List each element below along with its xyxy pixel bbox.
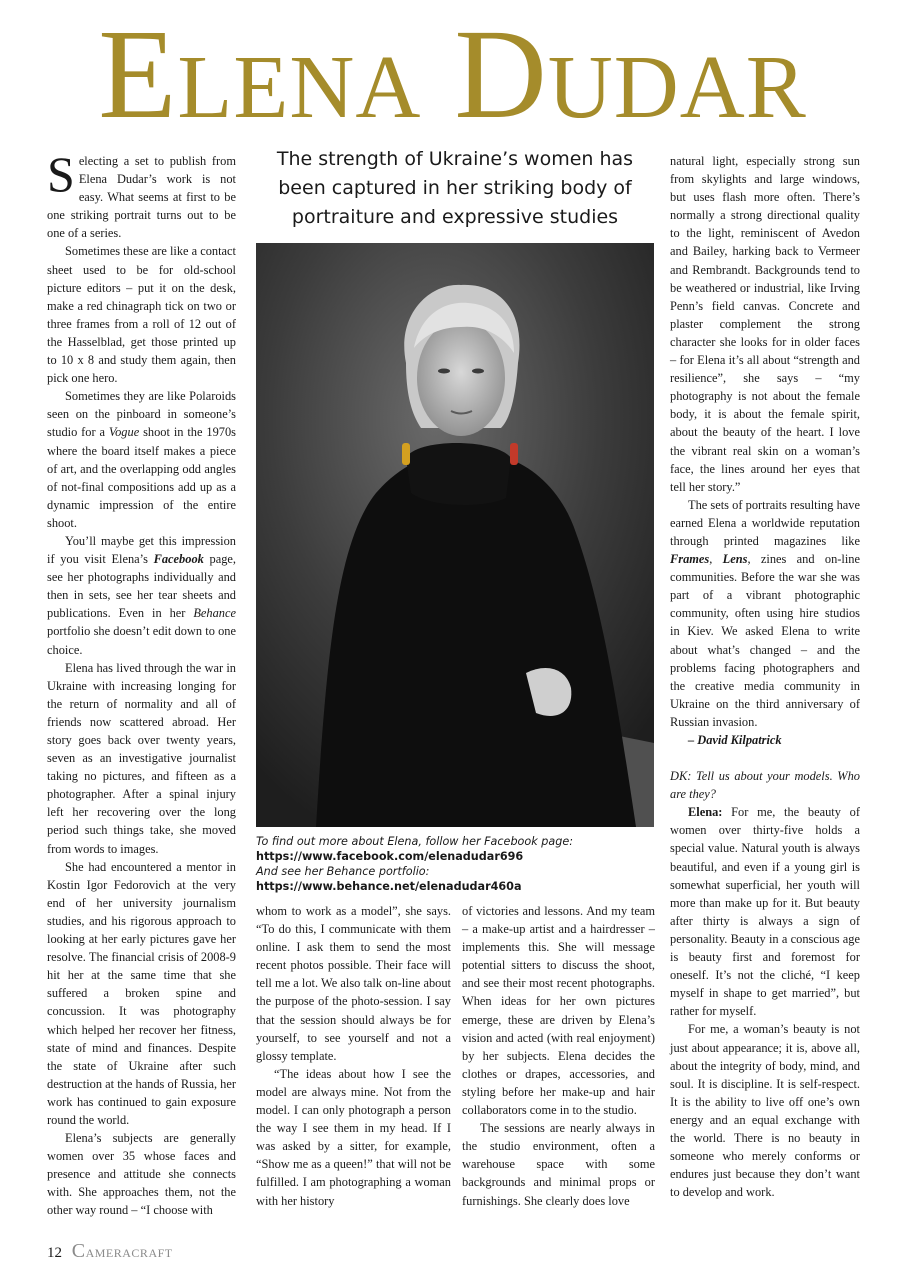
paragraph: For me, a woman’s beauty is not just about appearance; it is, above all, about the integrity of body, mind, and soul. It is discipline. It is self-respect. It is the ability to live off one’s own energy and an equal exchange with the world. There is no beauty in someone who merely conforms or endures just because they don’t want to develop and work. xyxy=(670,1022,860,1200)
magazine-title: Frames xyxy=(670,552,710,567)
paragraph-text: portfolio she doesn’t edit down to one choice. xyxy=(47,624,236,657)
paragraph-text: shoot in the 1970s where the board itself makes a piece of art, and the overlapping odd angles of not-final compositions add up as a dynamic impression of the entire shoot. xyxy=(47,425,236,530)
paragraph-text: , zines and on-line communities. Before the war she was part of a vibrant photographic community, often using hire studios in Kiev. We asked Elena to write about what’s changed – and the problems facing photographers and the creative media community in Ukraine on the third anniversary of Russian invasion. xyxy=(670,552,860,729)
article-column-3 xyxy=(462,902,655,1210)
caption-line: And see her Behance portfolio: xyxy=(256,865,430,878)
paragraph-text: For me, the beauty of women over thirty-five holds a special value. Natural youth is always beautiful, and even if a young girl is somewhat superficial, her youth will more than make up for it. But beauty after thirty is always a sign of personality. Beauty in a conscious age is beauty first and foremost for oneself. It’s not the cliché, “I keep myself in shape to get married”, but rather for myself. xyxy=(670,805,860,1019)
logo-initial: C xyxy=(71,1240,86,1262)
photo-caption xyxy=(256,834,656,894)
speaker-label: Elena: xyxy=(688,805,723,820)
article-column-1 xyxy=(47,146,236,1220)
paragraph: Sometimes these are like a contact sheet used to be for old-school picture editors – put it on the desk, make a red chinagraph tick on two or three frames from a roll of 12 out of the Hasselblad, get those printed up to 10 x 8 and study them again, then pick one hero. xyxy=(47,244,236,386)
paragraph-text: Sometimes they are like Polaroids seen on the pinboard in someone’s studio for a xyxy=(47,389,236,440)
paragraph-text: page, see her photographs individually and then in sets, see her tear sheets and publications. Even in her xyxy=(47,552,236,621)
paragraph: Elena has lived through the war in Ukraine with increasing longing for the return of normality and all of friends now scattered abroad. Her story goes back over twenty years, seven as an investigative journalist taking no pictures, and fifteen as a photographer. After a spinal injury left her recovering over the long period such things take, she moved from words to images. xyxy=(47,660,236,856)
behance-link[interactable]: https://www.behance.net/elenadudar460a xyxy=(256,880,522,893)
standfirst: The strength of Ukraine’s women has been captured in her striking body of portraiture and expressive studies xyxy=(276,148,634,228)
interview-answer xyxy=(670,803,860,1020)
separator: , xyxy=(709,552,723,567)
paragraph: of victories and lessons. And my team – a make-up artist and a hairdresser – implements this. She will message potential sitters to discuss the shoot, and see their most recent photographs. When ideas for her own pictures emerge, these are driven by Elena’s vision and acted (with real enjoyment) by her subjects. Elena decides the clothes or drapes, accessories, and styling before her make-up and hair collaborators come in to the studio. xyxy=(462,904,655,1118)
byline: – David Kilpatrick xyxy=(688,733,782,747)
page-title: Elena Dudar xyxy=(98,3,807,145)
article-column-2 xyxy=(256,902,451,1210)
paragraph: Elena’s subjects are generally women over 35 whose faces and presence and attitude she connects with. She approaches them, not the other way round – “I choose with xyxy=(47,1131,236,1218)
portrait-photo xyxy=(256,243,654,827)
page-number: 12 xyxy=(47,1245,62,1261)
paragraph: She had encountered a mentor in Kostin Igor Fedorovich at the very end of her university journalism studies, and his rigorous approach to looking at her early pictures gave her resolve. The financial crisis of 2008-9 hit her at the same time that she suffered a broken spine and concussion. It was photography which helped her recover her fitness, state of mind and finances. Despite the state of Ukraine after such destruction at the hands of Russia, her work has continued to gain exposure round the world. xyxy=(47,859,236,1127)
page-footer xyxy=(47,1240,173,1262)
drop-cap: S xyxy=(47,146,75,202)
paragraph: natural light, especially strong sun from skylights and large windows, but uses flash more often. There’s normally a strong directional quality to the light, reminiscent of Avedon and Bailey, harking back to Vermeer and Rembrandt. Backgrounds tend to be weathered or industrial, like Irving Penn’s field canvas. Concrete and plaster complement the strong character she looks for in older faces – for Elena it’s all about “strength and resilience”, she says – “my photography is not about the female body, it is about the female spirit, about the beauty of the heart. I love the vibrant real skin on a woman’s face, the lines around her eyes that tell her story.” xyxy=(670,154,860,494)
facebook-name: Facebook xyxy=(153,552,204,567)
paragraph-text: electing a set to publish from Elena Dudar’s work is not easy. What seems at first to be one striking portrait turns out to be one of a series. xyxy=(47,154,236,241)
paragraph: whom to work as a model”, she says. “To do this, I communicate with them online. I ask them to send the most recent photos possible. Their face will tell me a lot. We also talk on-line about the purpose of the photo-session. I say that the session should always be for yourself, to see yourself and not a glossy template. xyxy=(256,904,451,1063)
facebook-link[interactable]: https://www.facebook.com/elenadudar696 xyxy=(256,850,524,863)
logo-text: AMERACRAFT xyxy=(85,1246,173,1260)
caption-line: To find out more about Elena, follow her Facebook page: xyxy=(256,835,573,848)
portrait-photo-icon xyxy=(256,243,654,827)
paragraph-text: You’ll maybe get this impression if you visit Elena’s xyxy=(47,533,236,567)
magazine-title: Lens xyxy=(722,552,748,567)
magazine-title: Vogue xyxy=(108,425,140,440)
magazine-logo xyxy=(71,1240,173,1262)
paragraph xyxy=(670,496,860,731)
paragraph xyxy=(47,387,236,532)
paragraph-text: The sets of portraits resulting have earned Elena a worldwide reputation through printed magazines like xyxy=(670,497,860,548)
paragraph xyxy=(47,532,236,659)
paragraph xyxy=(47,146,236,242)
paragraph: “The ideas about how I see the model are always mine. Not from the model. I can only photograph a person the way I see them in my head. If I was asked by a sitter, for example, “Show me as a queen!” that will not be fulfilled. I am photographing a woman with her history xyxy=(256,1066,451,1208)
interview-question: DK: Tell us about your models. Who are they? xyxy=(670,769,860,802)
article-column-4 xyxy=(670,152,860,1201)
paragraph: The sessions are nearly always in the studio environment, often a warehouse space with some backgrounds and minimal props or furnishings. She clearly does love xyxy=(462,1121,655,1208)
behance-name: Behance xyxy=(193,606,236,621)
